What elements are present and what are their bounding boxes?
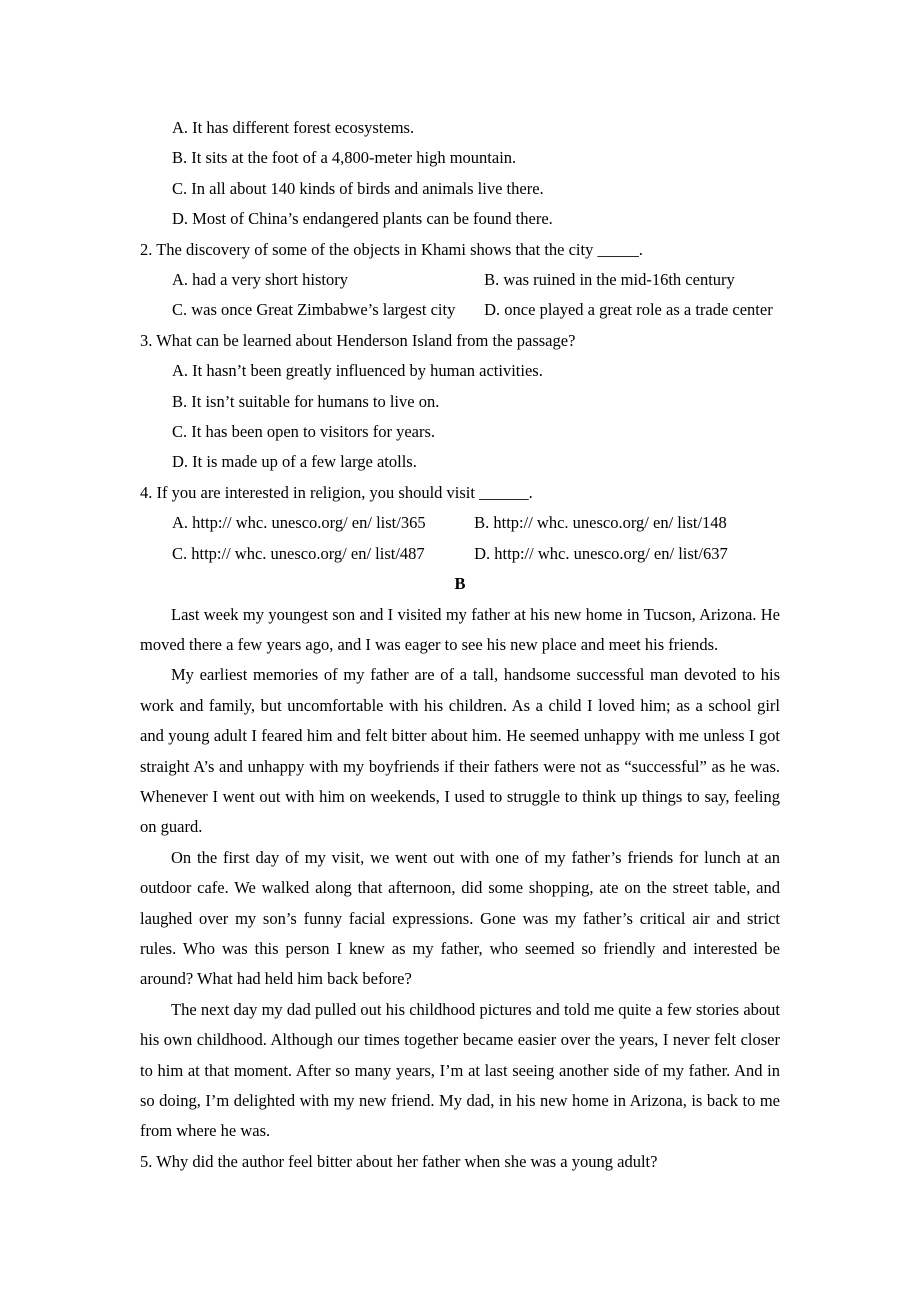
q4-stem: 4. If you are interested in religion, you should visit ______.	[140, 482, 533, 502]
q3-option-a: A. It hasn’t been greatly influenced by human activities.	[172, 361, 543, 381]
q3-option-d: D. It is made up of a few large atolls.	[172, 452, 417, 472]
q2-option-c: C. was once Great Zimbabwe’s largest city	[172, 300, 456, 320]
q2-option-d: D. once played a great role as a trade center	[484, 300, 773, 320]
q1-option-b: B. It sits at the foot of a 4,800-meter high mountain.	[172, 148, 517, 168]
passage-paragraph-3: On the first day of my visit, we went out with one of my father’s friends for lunch at an outdoor cafe. We walked along that afternoon, did some shopping, ate on the street table, and laughed over my son’s funny facial expressions. Gone was my father’s critical air and strict rules. Who was this person I knew as my father, who seemed so friendly and interested be around? What had held him back before?	[140, 847, 780, 989]
q3-option-b: B. It isn’t suitable for humans to live on.	[172, 391, 440, 411]
q4-options-row-1	[140, 508, 780, 538]
q4-option-c: C. http:// whc. unesco.org/ en/ list/487	[172, 543, 425, 563]
q1-option-a: A. It has different forest ecosystems.	[172, 118, 415, 137]
q5-stem: 5. Why did the author feel bitter about her father when she was a young adult?	[140, 1151, 658, 1171]
q2-option-a: A. had a very short history	[172, 270, 348, 290]
passage-paragraph-4: The next day my dad pulled out his childhood pictures and told me quite a few stories about his own childhood. Although our times together became easier over the years, I never felt closer to him at that moment. After so many years, I’m at last seeing another side of my father. And in so doing, I’m delighted with my new friend. My dad, in his new home in Arizona, is back to me from where he was.	[140, 999, 780, 1141]
passage-paragraph-1: Last week my youngest son and I visited my father at his new home in Tucson, Arizona. He moved there a few years ago, and I was eager to see his new place and meet his friends.	[140, 604, 780, 654]
q4-option-a: A. http:// whc. unesco.org/ en/ list/365	[172, 513, 426, 533]
q4-option-b: B. http:// whc. unesco.org/ en/ list/148	[474, 513, 727, 533]
passage-paragraph-2: My earliest memories of my father are of a tall, handsome successful man devoted to his work and family, but uncomfortable with his children. As a child I loved him; as a school girl and young adult I feared him and felt bitter about him. He seemed unhappy with me unless I got straight A’s and unhappy with my boyfriends if their fathers were not as “successful” as he was. Whenever I went out with him on weekends, I used to struggle to think up things to say, feeling on guard.	[140, 665, 780, 837]
q2-options-row-1	[140, 265, 780, 295]
q3-stem: 3. What can be learned about Henderson Island from the passage?	[140, 330, 576, 350]
q4-options-row-2	[140, 539, 780, 569]
q2-options-row-2	[140, 295, 780, 325]
q1-option-c: C. In all about 140 kinds of birds and animals live there.	[172, 178, 544, 198]
q2-stem: 2. The discovery of some of the objects in Khami shows that the city _____.	[140, 239, 643, 259]
q2-option-b: B. was ruined in the mid-16th century	[484, 270, 735, 290]
section-b-header: B	[454, 574, 466, 594]
q3-option-c: C. It has been open to visitors for years.	[172, 422, 436, 442]
q4-option-d: D. http:// whc. unesco.org/ en/ list/637	[474, 543, 728, 563]
q1-option-d: D. Most of China’s endangered plants can be found there.	[172, 209, 553, 229]
